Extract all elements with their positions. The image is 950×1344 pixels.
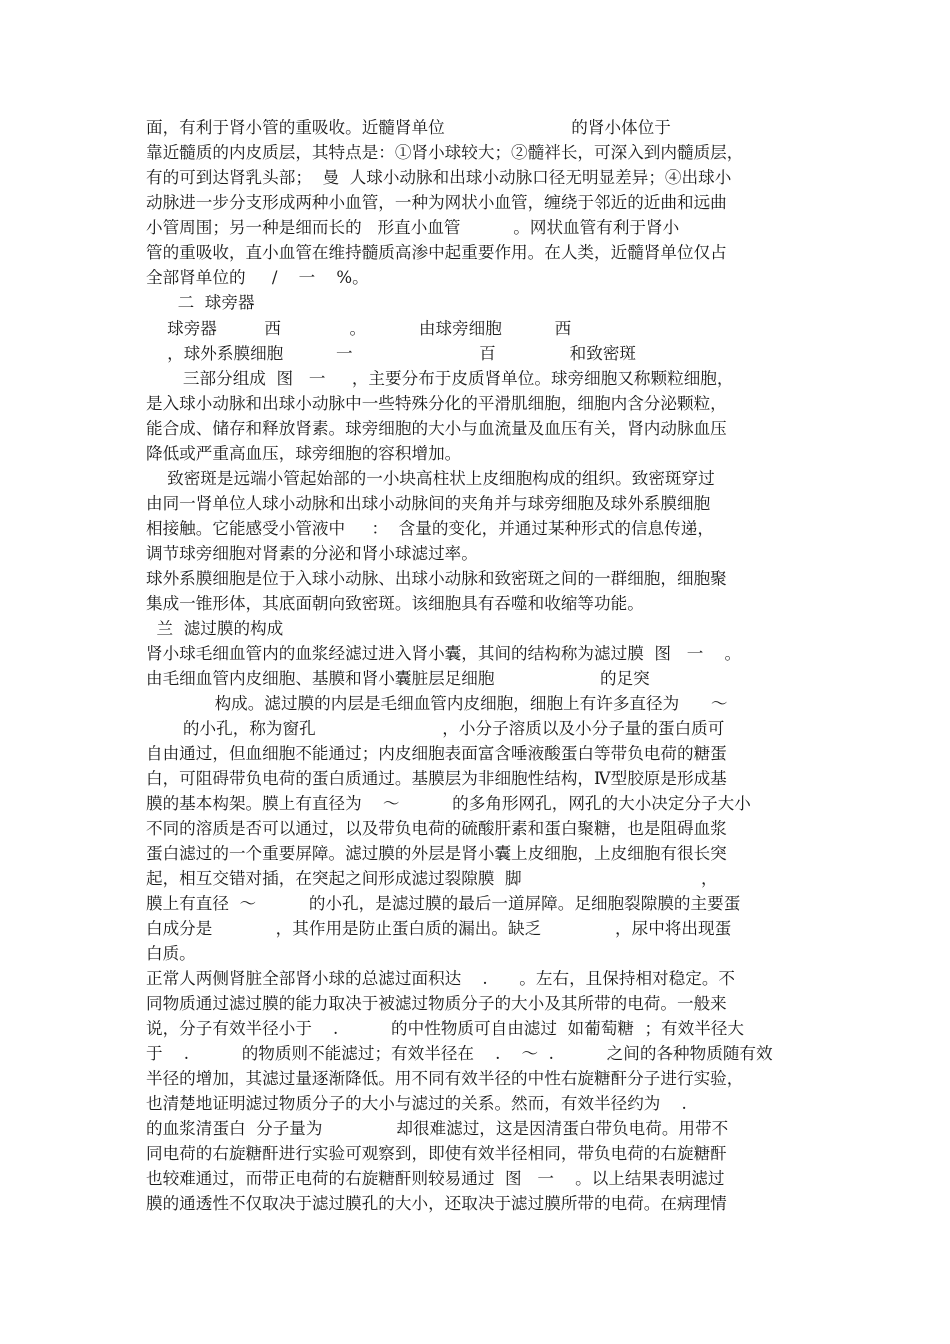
text-line: 全部肾单位的 / 一 %。 xyxy=(146,268,369,287)
text-line: 三部分组成 图 一 ，主要分布于皮质肾单位。球旁细胞又称颗粒细胞， xyxy=(146,369,734,388)
text-line: 正常人两侧肾脏全部肾小球的总滤过面积达 . 。左右，且保持相对稳定。不 xyxy=(146,969,736,988)
section-heading: 二 球旁器 xyxy=(146,293,255,312)
text-line: 的小孔，称为窗孔 ，小分子溶质以及小分子量的蛋白质可 xyxy=(146,719,725,738)
text-line: 球旁器 西 。 由球旁细胞 西 xyxy=(146,319,572,338)
text-line: 小管周围；另一种是细而长的 形直小血管 。网状血管有利于肾小 xyxy=(146,218,680,237)
text-line: 也清楚地证明滤过物质分子的大小与滤过的关系。然而，有效半径约为 . xyxy=(146,1094,687,1113)
text-line: 白，可阻碍带负电荷的蛋白质通过。基膜层为非细胞性结构，Ⅳ型胶原是形成基 xyxy=(146,769,727,788)
text-line: 自由通过，但血细胞不能通过；内皮细胞表面富含唾液酸蛋白等带负电荷的糖蛋 xyxy=(146,744,727,763)
text-line: 同物质通过滤过膜的能力取决于被滤过物质分子的大小及其所带的电荷。一般来 xyxy=(146,994,727,1013)
text-line: 也较难通过，而带正电荷的右旋糖酐则较易通过 图 一 。以上结果表明滤过 xyxy=(146,1169,725,1188)
text-line: 靠近髓质的内皮质层，其特点是：①肾小球较大；②髓袢长，可深入到内髓质层， xyxy=(146,143,744,162)
text-line: 动脉进一步分支形成两种小血管，一种为网状小血管，缠绕于邻近的近曲和远曲 xyxy=(146,193,727,212)
text-line: 膜的基本构架。膜上有直径为 ～ 的多角形网孔，网孔的大小决定分子大小 xyxy=(146,794,751,813)
text-line: 起，相互交错对插，在突起之间形成滤过裂隙膜 脚 ， xyxy=(146,869,718,888)
text-line: 有的可到达肾乳头部； 曼 人球小动脉和出球小动脉口径无明显差异；④出球小 xyxy=(146,168,732,187)
text-line: 半径的增加，其滤过量逐渐降低。用不同有效半径的中性右旋糖酐分子进行实验， xyxy=(146,1069,744,1088)
text-line: 蛋白滤过的一个重要屏障。滤过膜的外层是肾小囊上皮细胞，上皮细胞有很长突 xyxy=(146,844,727,863)
text-line: 白质。 xyxy=(146,944,196,963)
text-line: 膜上有直径 ～ 的小孔，是滤过膜的最后一道屏障。足细胞裂隙膜的主要蛋 xyxy=(146,894,741,913)
text-line: 肾小球毛细血管内的血浆经滤过进入肾小囊，其间的结构称为滤过膜 图 一 。 xyxy=(146,644,742,663)
text-line: 构成。滤过膜的内层是毛细血管内皮细胞，细胞上有许多直径为 ～ xyxy=(146,694,728,713)
text-line: 面，有利于肾小管的重吸收。近髓肾单位 的肾小体位于 xyxy=(146,118,671,137)
text-line: ，球外系膜细胞 一 百 和致密斑 xyxy=(146,344,637,363)
text-line: 能合成、储存和释放肾素。球旁细胞的大小与血流量及血压有关，肾内动脉血压 xyxy=(146,419,727,438)
section-heading: 兰 滤过膜的构成 xyxy=(146,619,284,638)
text-line: 球外系膜细胞是位于入球小动脉、出球小动脉和致密斑之间的一群细胞，细胞聚 xyxy=(146,569,727,588)
text-line: 同电荷的右旋糖酐进行实验可观察到，即使有效半径相同，带负电荷的右旋糖酐 xyxy=(146,1144,727,1163)
text-line: 白成分是 ，其作用是防止蛋白质的漏出。缺乏 ，尿中将出现蛋 xyxy=(146,919,732,938)
text-line: 管的重吸收，直小血管在维持髓质高渗中起重要作用。在人类，近髓肾单位仅占 xyxy=(146,243,727,262)
text-line: 的血浆清蛋白 分子量为 却很难滤过，这是因清蛋白带负电荷。用带不 xyxy=(146,1119,729,1138)
text-line: 集成一锥形体，其底面朝向致密斑。该细胞具有吞噬和收缩等功能。 xyxy=(146,594,644,613)
text-line: 致密斑是远端小管起始部的一小块高柱状上皮细胞构成的组织。致密斑穿过 xyxy=(146,469,715,488)
text-line: 相接触。它能感受小管液中 ： 含量的变化，并通过某种形式的信息传递， xyxy=(146,519,714,538)
text-line: 是入球小动脉和出球小动脉中一些特殊分化的平滑肌细胞，细胞内含分泌颗粒， xyxy=(146,394,727,413)
text-line: 于 . 的物质则不能滤过；有效半径在 . ～ . 之间的各种物质随有效 xyxy=(146,1044,773,1063)
text-line: 由同一肾单位人球小动脉和出球小动脉间的夹角并与球旁细胞及球外系膜细胞 xyxy=(146,494,711,513)
text-line: 不同的溶质是否可以通过，以及带负电荷的硫酸肝素和蛋白聚糖，也是阻碍血浆 xyxy=(146,819,727,838)
text-line: 降低或严重高血压，球旁细胞的容积增加。 xyxy=(146,444,462,463)
text-line: 膜的通透性不仅取决于滤过膜孔的大小，还取决于滤过膜所带的电荷。在病理情 xyxy=(146,1194,727,1213)
text-line: 由毛细血管内皮细胞、基膜和肾小囊脏层足细胞 的足突 xyxy=(146,669,650,688)
text-line: 说，分子有效半径小于 . 的中性物质可自由滤过 如葡萄糖 ；有效半径大 xyxy=(146,1019,745,1038)
text-line: 调节球旁细胞对肾素的分泌和肾小球滤过率。 xyxy=(146,544,478,563)
